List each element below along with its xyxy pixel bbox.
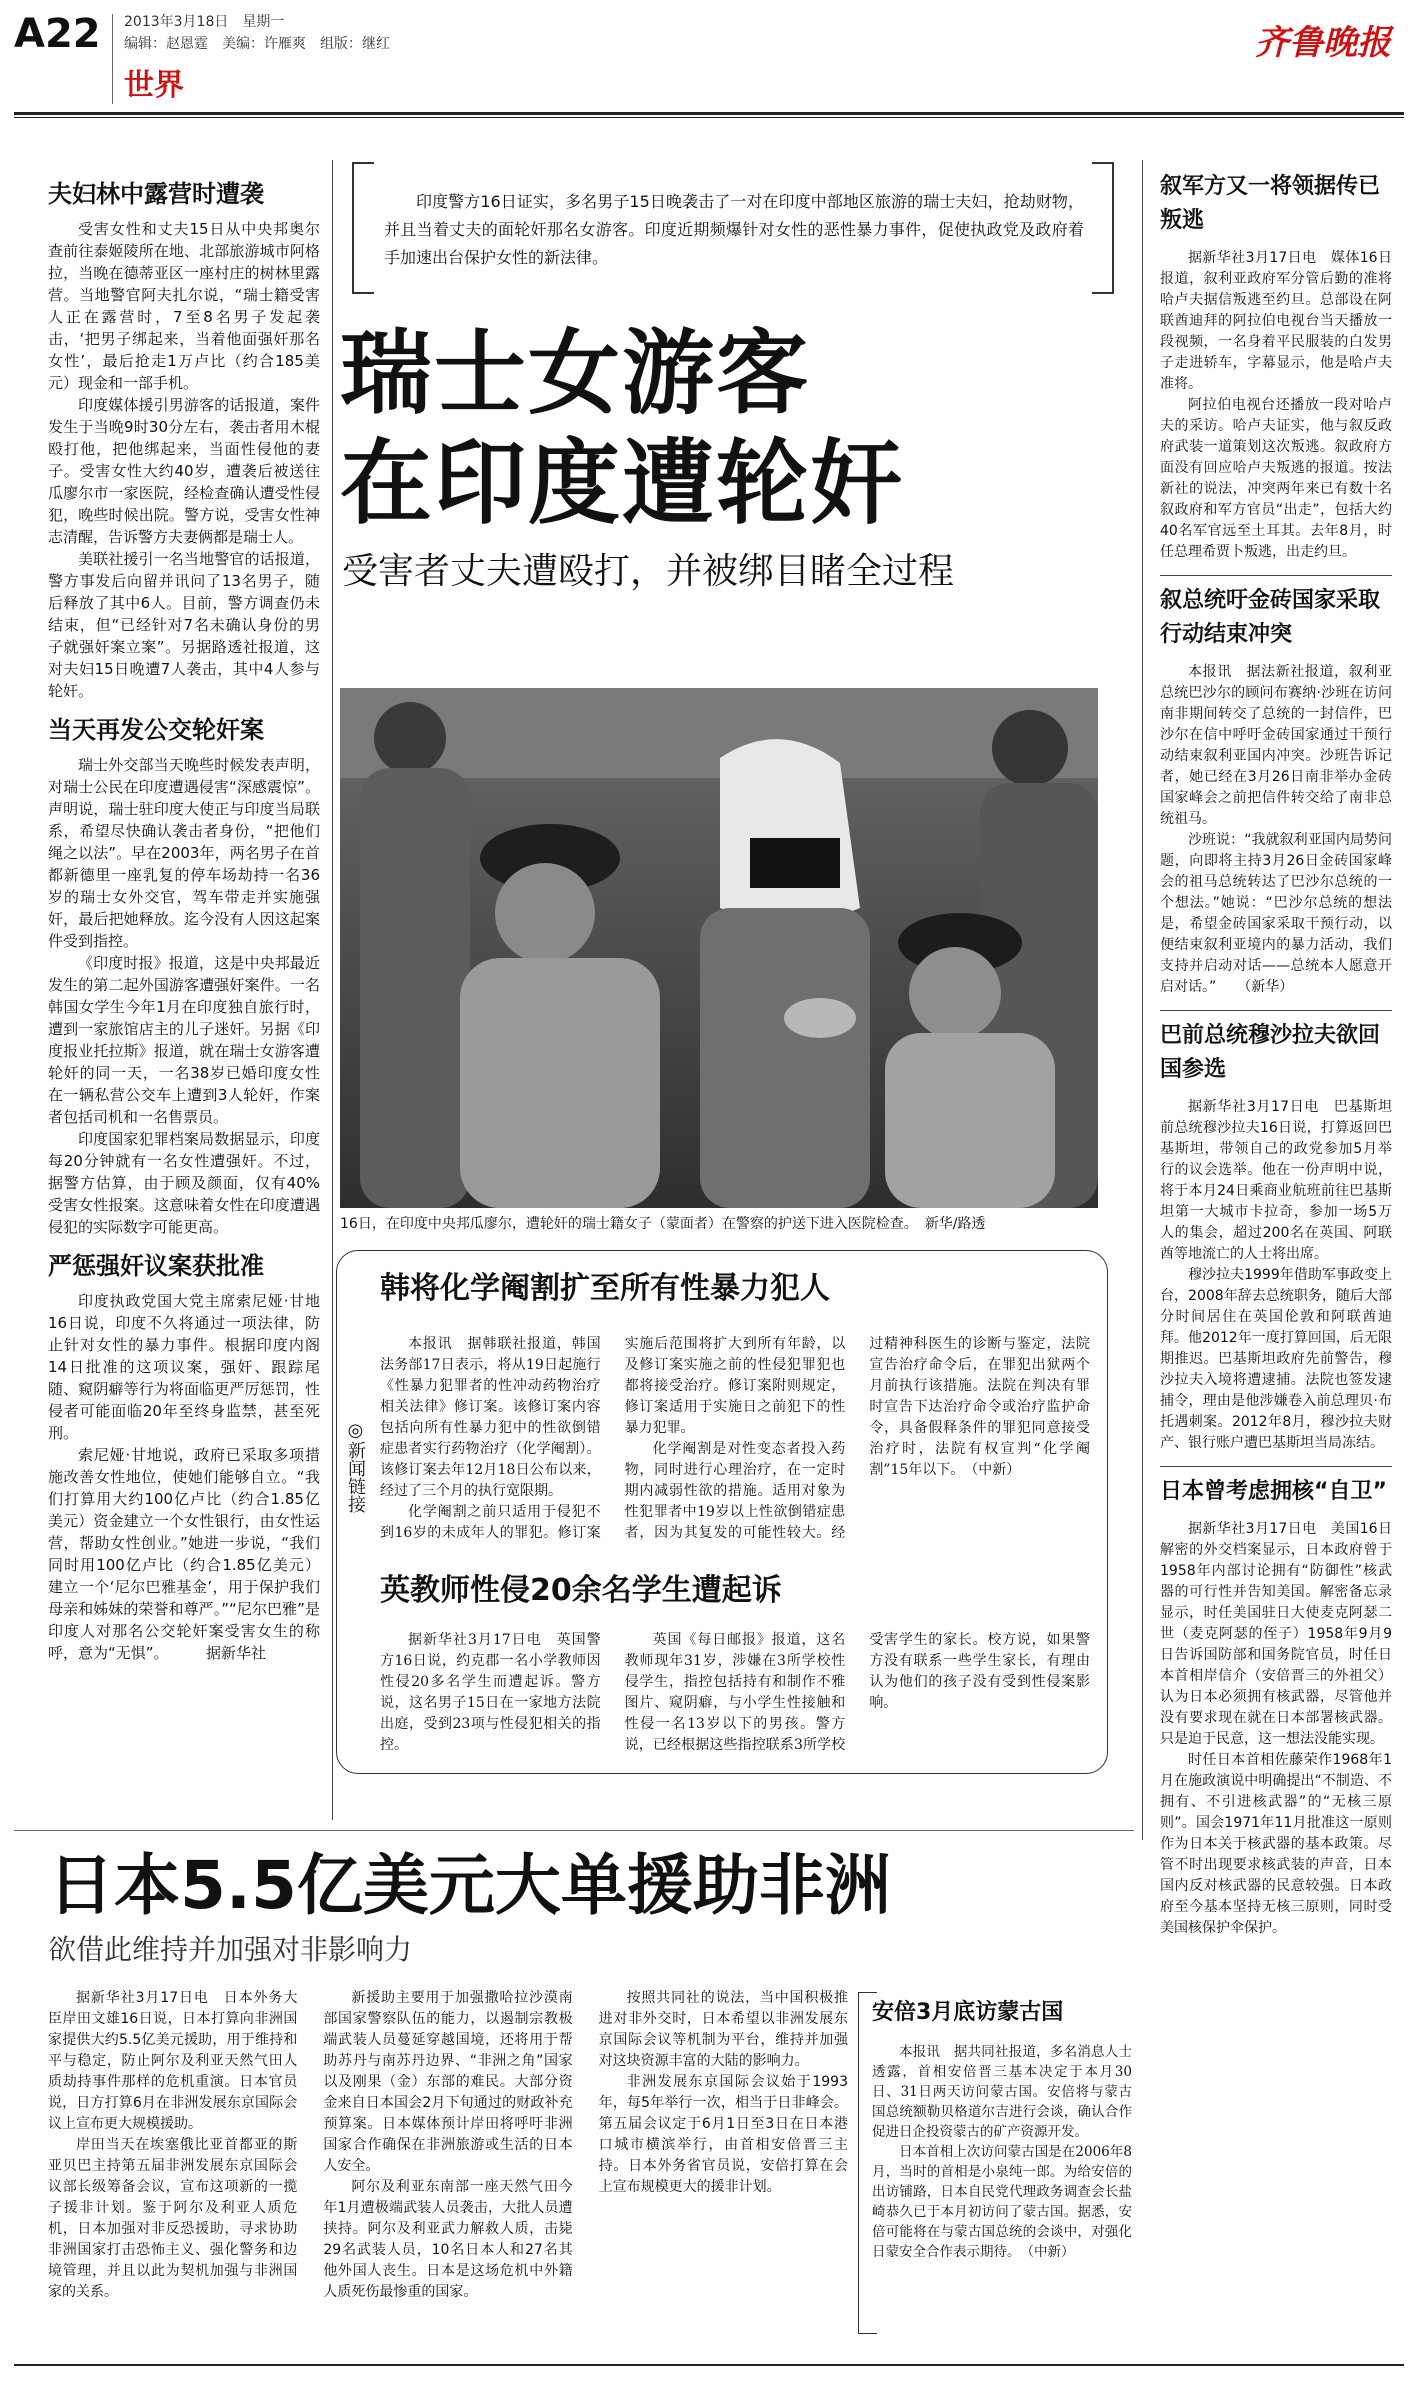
story-title: 夫妇林中露营时遭袭: [48, 180, 264, 208]
paragraph: 印度媒体援引男游客的话报道，案件发生于当晚9时30分左右，袭击者用木棍殴打他，把他绑起来，当面性侵他的妻子。受害女性大约40岁，遭袭后被送往瓜廖尔市一家医院，经检查确认遭受性侵犯，晚些时候出院。警方说，受害女性神志清醒，告诉警方夫妻俩都是瑞士人。: [48, 396, 320, 546]
japan-headline: 日本5.5亿美元大单援助非洲: [48, 1847, 891, 1924]
issue-date: 2013年3月18日 星期一: [124, 14, 285, 30]
lead-headline-line1: 瑞士女游客: [340, 320, 811, 427]
right-column: [1160, 170, 1392, 1939]
news-link-label: ◎新闻链接: [345, 1420, 366, 1513]
story-title: 日本曾考虑拥核“自卫”: [1160, 1479, 1387, 1504]
story-title: 英教师性侵20余名学生遭起诉: [380, 1573, 782, 1608]
paragraph: 新援助主要用于加强撒哈拉沙漠南部国家警察队伍的能力，以遏制宗教极端武装人员蔓延穿越国境，还将用于帮助苏丹与南苏丹边界、“非洲之角”国家以及刚果（金）东部的难民。大部分资金来自日本国会2月下旬通过的财政补充预算案。日本媒体预计岸田将呼吁非洲国家合作确保在非洲旅游或生活的日本人安全。: [323, 1990, 573, 2174]
paragraph: 据新华社3月17日电 美国16日解密的外交档案显示，日本政府曾于1958年内部讨论拥有“防御性”核武器的可行性并告知美国。解密备忘录显示，时任美国驻日大使麦克阿瑟二世（麦克阿瑟的侄子）1958年9月9日告诉国防部和国务院官员，时任日本首相岸信介（安倍晋三的外祖父）认为日本必须拥有核武器，尽管他并没有要求现在就在日本部署核武器。只是迫于民意，这一想法没能实现。: [1160, 1521, 1392, 1747]
page-number: A22: [14, 11, 101, 57]
paragraph: 印度国家犯罪档案局数据显示，印度每20分钟就有一名女性遭强奸。不过，据警方估算，由于顾及颜面，仅有40%受害女性报案。这意味着女性在印度遭遇侵犯的实际数字可能更高。: [48, 1130, 320, 1236]
japan-subhead: 欲借此维持并加强对非影响力: [48, 1933, 413, 1966]
intro-bracket-right: [1092, 162, 1114, 294]
news-photo: [340, 688, 1098, 1208]
lead-subhead: 受害者丈夫遭殴打，并被绑目睹全过程: [342, 551, 955, 592]
link-story-2-body: [380, 1630, 1090, 1756]
paragraph: 本报讯 据韩联社报道，韩国法务部17日表示，将从19日起施行《性暴力犯罪者的性冲动药物治疗相关法律》修订案。该修订案内容包括向所有性暴力犯中的性欲倒错症患者实行药物治疗（化学阉割）。该修订案去年12月18日公布以来，经过了三个月的执行宽限期。: [380, 1336, 601, 1499]
paragraph: 据新华社3月17日电 巴基斯坦前总统穆沙拉夫16日说，打算返回巴基斯坦，带领自己的政党参加5月举行的议会选举。他在一份声明中说，将于本月24日乘商业航班前往巴基斯坦第一大城市卡拉奇，参加一场5万人的集会，超过200名在英国、阿联酋等地流亡的人士将出席。: [1160, 1099, 1392, 1262]
paragraph: 阿拉伯电视台还播放一段对哈卢夫的采访。哈卢夫证实，他与叙反政府武装一道策划这次叛逃。叙政府方面没有回应哈卢夫叛逃的报道。按法新社的说法，冲突两年来已有数十名叙政府和军方官员“出走”，包括大约40名军官远至土耳其。去年8月，时任总理希贾卜叛逃，出走约旦。: [1160, 397, 1392, 560]
story-title: 叙军方又一将领据传已叛逃: [1160, 174, 1381, 233]
story-title: 严惩强奸议案获批准: [48, 1252, 264, 1280]
photo-caption: 16日，在印度中央邦瓜廖尔，遭轮奸的瑞士籍女子（蒙面者）在警察的护送下进入医院检查。 新华/路透: [340, 1216, 986, 1232]
paragraph: 沙班说：“我就叙利亚国内局势问题，向即将主持3月26日金砖国家峰会的祖马总统转达了巴沙尔总统的一个想法。”她说：“巴沙尔总统的想法是，希望金砖国家采取干预行动，以便结束叙利亚境内的暴力活动，我们支持并启动对话——总统本人愿意开启对话。” （新华）: [1160, 832, 1392, 995]
story-title: 叙总统吁金砖国家采取行动结束冲突: [1160, 588, 1381, 647]
intro-bracket-left: [352, 162, 374, 294]
paragraph: 索尼娅·甘地说，政府已采取多项措施改善女性地位，使她们能够自立。“我们打算用大约100亿卢比（约合1.85亿美元）资金建立一个女性银行，由女性运营，帮助女性创业。”她进一步说，“我们同时用100亿卢比（约合1.85亿美元）建立一个‘尼尔巴雅基金’，用于保护我们母亲和姊妹的荣誉和尊严。”“尼尔巴雅”是印度人对那名公交轮奸案受害女生的称呼，意为“无惧”。 据新华社: [48, 1446, 320, 1662]
paragraph: 印度执政党国大党主席索尼娅·甘地16日说，印度不久将通过一项法律，防止针对女性的暴力事件。根据印度内阁14日批准的这项议案，强奸、跟踪尾随、窥阴癖等行为将面临更严厉惩罚，性侵者可能面临20年至终身监禁，甚至死刑。: [48, 1292, 320, 1442]
paragraph: 化学阉割是对性变态者投入药物，同时进行心理治疗，在一定时期内减弱性欲的措施。适用对象为性犯罪者中19岁以上性欲倒错症患者，因为其复发的可能性较大。经过精神科医生的诊断与鉴定，法院宣告治疗命令后，在罪犯出狱两个月前执行该措施。法院在判决有罪时宣告下达治疗命令或治疗监护命令，具备假释条件的罪犯同意接受治疗时，法院有权宣判“化学阉割”15年以下。 （中新）: [624, 1336, 1090, 1541]
photo-illustration: [340, 688, 1098, 1208]
story-title: 当天再发公交轮奸案: [48, 716, 264, 744]
paragraph: 据新华社3月17日电 英国警方16日说，约克郡一名小学教师因性侵20多名学生而遭起诉。警方说，这名男子15日在一家地方法院出庭，受到23项与性侵犯相关的指控。: [380, 1632, 601, 1753]
editor-credits: 编辑：赵恩霆 美编：许雁爽 组版：继红: [124, 36, 390, 52]
story-title: 巴前总统穆沙拉夫欲回国参选: [1160, 1023, 1381, 1082]
paragraph: 穆沙拉夫1999年借助军事政变上台，2008年辞去总统职务，随后大部分时间居住在英国伦敦和阿联酋迪拜。他2012年一度打算回国，后无限期推迟。巴基斯坦政府先前警告，穆沙拉夫入境将遭逮捕。法院也签发逮捕令，理由是他涉嫌卷入前总理贝·布托遇刺案。2012年8月，穆沙拉夫财产、银行账户遭巴基斯坦当局冻结。: [1160, 1267, 1392, 1451]
paper-logo: 齐鲁晚报: [1255, 23, 1391, 63]
paragraph: 瑞士外交部当天晚些时候发表声明，对瑞士公民在印度遭遇侵害“深感震惊”。声明说，瑞士驻印度大使正与印度当局联系，希望尽快确认袭击者身份，“把他们绳之以法”。早在2003年，两名男子在首都新德里一座乳复的停车场劫持一名36岁的瑞士女外交官，驾车带走并实施强奸，最后把她释放。迄今没有人因这起案件受到指控。: [48, 756, 320, 950]
paragraph: 按照共同社的说法，当中国积极推进对非外交时，日本希望以非洲发展东京国际会议等机制为平台，维持并加强对这块资源丰富的大陆的影响力。: [598, 1990, 848, 2069]
paragraph: 本报讯 据法新社报道，叙利亚总统巴沙尔的顾问布赛纳·沙班在访问南非期间转交了总统的一封信件，巴沙尔在信中呼吁金砖国家通过干预行动结束叙利亚国内冲突。沙班告诉记者，她已经在3月26日南非举办金砖国家峰会之前把信件转交给了南非总统祖马。: [1160, 664, 1392, 827]
link-story-1-body: [380, 1334, 1090, 1544]
paragraph: 美联社援引一名当地警官的话报道，警方事发后向留并讯问了13名男子，随后释放了其中6人。目前，警方调查仍未结束，但“已经针对7名未确认身份的男子就强奸案立案”。另据路透社报道，这对夫妇15日晚遭7人袭击，其中4人参与轮奸。: [48, 550, 320, 700]
paragraph: 非洲发展东京国际会议始于1993年，每5年举行一次，相当于日非峰会。第五届会议定于6月1日至3日在日本港口城市横滨举行，由首相安倍晋三主持。日本外务省官员说，安倍打算在会上宣布规模更大的援非计划。: [598, 2074, 848, 2195]
paragraph: 据新华社3月17日电 日本外务大臣岸田文雄16日说，日本打算向非洲国家提供大约5.5亿美元援助，用于维持和平与稳定，防止阿尔及利亚天然气田人质劫持事件那样的危机重演。日本官员说，日方打算6月在非洲发展东京国际会议上宣布更大规模援助。: [48, 1990, 298, 2132]
paragraph: 《印度时报》报道，这是中央邦最近发生的第二起外国游客遭强奸案件。一名韩国女学生今年1月在印度独自旅行时，遭到一家旅馆店主的儿子迷奸。另据《印度报业托拉斯》报道，就在瑞士女游客遭轮奸的同一天，一名38岁已婚印度女性在一辆私营公交车上遭到3人轮奸，作案者包括司机和一名售票员。: [48, 954, 320, 1126]
paragraph: 阿尔及利亚东南部一座天然气田今年1月遭极端武装人员袭击，大批人员遭挟持。阿尔及利亚武力解救人质，击毙29名武装人员，10名日本人和27名其他外国人丧生。日本是这场危机中外籍人质死伤最惨重的国家。: [323, 2179, 573, 2300]
japan-body: [48, 1988, 848, 2338]
paragraph: 本报讯 据共同社报道，多名消息人士透露，首相安倍晋三基本决定于本月30日、31日两天访问蒙古国。安倍将与蒙古国总统额勒贝格道尔吉进行会谈，确认合作促进日企投资蒙古的矿产资源开发。: [872, 2044, 1132, 2140]
paragraph: 化学阉割之前只适用于侵犯不到16岁的未成年人的罪犯。修订案实施后范围将扩大到所有年龄，以及修订案实施之前的性侵犯罪犯也都将接受治疗。修订案附则规定，修订案适用于实施日之前犯下的性暴力犯罪。: [380, 1336, 846, 1541]
lead-headline-line2: 在印度遭轮奸: [340, 430, 905, 537]
paragraph: 受害女性和丈夫15日从中央邦奥尔查前往泰姬陵所在地、北部旅游城市阿格拉，当晚在德蒂亚区一座村庄的树林里露营。当地警官阿夫扎尔说，“瑞士籍受害人正在露营时，7至8名男子发起袭击，‘把男子绑起来，当着他面强奸那名女性’，最后抢走1万卢比（约合185美元）现金和一部手机。: [48, 220, 320, 392]
paragraph: 岸田当天在埃塞俄比亚首都亚的斯亚贝巴主持第五届非洲发展东京国际会议部长级筹备会议，宣布这项新的一揽子援非计划。鉴于阿尔及利亚人质危机，日本加强对非反恐援助，寻求协助非洲国家打击恐怖主义、强化警务和边境管理，并且以此为契机加强与非洲国家的关系。: [48, 2137, 298, 2300]
story-title: 安倍3月底访蒙古国: [872, 2000, 1064, 2025]
paragraph: 据新华社3月17日电 媒体16日报道，叙利亚政府军分管后勤的准将哈卢夫据信叛逃至约旦。总部设在阿联酋迪拜的阿拉伯电视台当天播放一段视频，一名身着平民服装的白发男子走进轿车，字幕显示，他是哈卢夫准将。: [1160, 250, 1392, 392]
paragraph: 时任日本首相佐藤荣作1968年1月在施政演说中明确提出“不制造、不拥有、不引进核武器”的“无核三原则”。国会1971年11月批准这一原则作为日本关于核武器的基本政策。尽管不时出现要求核武装的声音，日本国内反对核武器的民意较强。日本政府至今基本坚持无核三原则，同时受美国核保护伞保护。: [1160, 1752, 1392, 1936]
story-title: 韩将化学阉割扩至所有性暴力犯人: [380, 1271, 830, 1306]
section-title: 世界: [124, 68, 184, 103]
paragraph: 日本首相上次访问蒙古国是在2006年8月，当时的首相是小泉纯一郎。为给安倍的出访铺路，日本自民党代理政务调查会长盐崎恭久已于本月初访问了蒙古国。据悉，安倍可能将在与蒙古国总统的会谈中，对强化日蒙安全合作表示期待。 （中新）: [872, 2144, 1132, 2260]
abe-body: [872, 2042, 1132, 2262]
left-column: [48, 178, 320, 1664]
paragraph: 英国《每日邮报》报道，这名教师现年31岁，涉嫌在3所学校性侵学生，指控包括持有和制作不雅图片、窥阴癖，与小学生性接触和性侵一名13岁以下的男孩。警方说，已经根据这些指控联系3所学校受害学生的家长。校方说，如果警方没有联系一些学生家长，有理由认为他们的孩子没有受到性侵案影响。: [624, 1632, 1090, 1753]
lead-intro: 印度警方16日证实，多名男子15日晚袭击了一对在印度中部地区旅游的瑞士夫妇，抢劫财物，并且当着丈夫的面轮奸那名女游客。印度近期频爆针对女性的恶性暴力事件，促使执政党及政府着手加速出台保护女性的新法律。: [384, 192, 1084, 267]
